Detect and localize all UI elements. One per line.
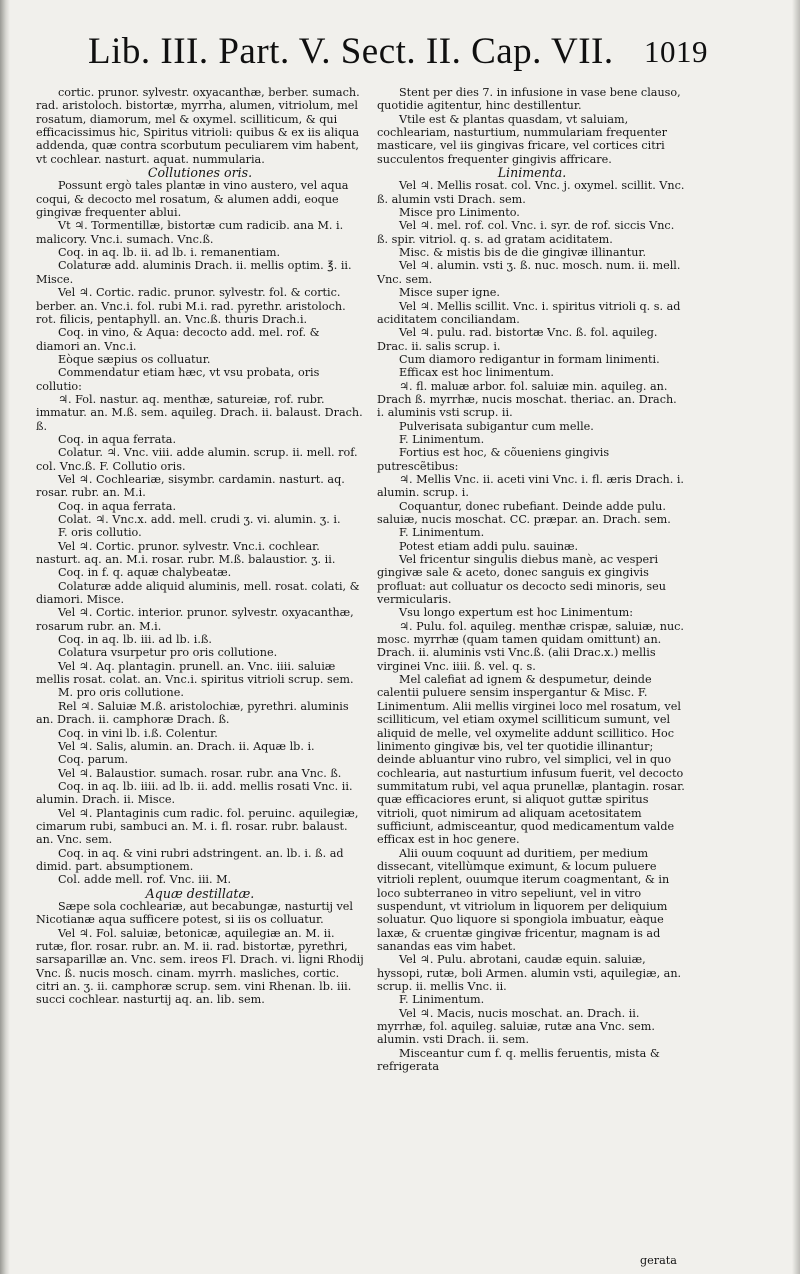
paragraph: Cum diamoro redigantur in formam linimenti. — [399, 352, 660, 366]
paragraph: Vel ♃. Mellis rosat. col. Vnc. j. oxymel. scillit. Vnc. ß. alumin vsti Drach. sem. — [377, 179, 685, 206]
paragraph: Vel ♃. Balaustior. sumach. rosar. rubr. ana Vnc. ß. — [58, 766, 342, 780]
paragraph: Vel ♃. alumin. vsti ʒ. ß. nuc. mosch. num. ii. mell. Vnc. sem. — [377, 259, 681, 286]
header-title: Lib. III. Part. V. Sect. II. Cap. VII. — [88, 31, 614, 72]
paragraph: Potest etiam addi pulu. sauinæ. — [399, 539, 579, 553]
paragraph: ♃. Fol. nastur. aq. menthæ, satureiæ, rof. rubr. immatur. an. M.ß. sem. aquileg. Drach. ii. balaust. Drach. ß. — [36, 392, 363, 433]
paragraph: ♃. fl. maluæ arbor. fol. saluiæ min. aquileg. an. Drach ß. myrrhæ, nucis moschat. theriac. an. Drach. i. aluminis vsti scrup. ii. — [377, 379, 677, 420]
paragraph: Vel ♃. Cortic. radic. prunor. sylvestr. fol. & cortic. berber. an. Vnc.i. fol. rubi M.i. rad. pyrethr. aristoloch. rot. filicis, pentaphyll. an. Vnc.ß. thuris Drach.i. — [36, 286, 346, 326]
paragraph: ♃. Pulu. fol. aquileg. menthæ crispæ, saluiæ, nuc. mosc. myrrhæ (quam tamen quidam omittunt) an. Drach. ii. aluminis vsti Vnc.ß. (alii Drac.x.) mellis virginei Vnc. iiii. ß. vel. q. s. — [377, 619, 684, 673]
section-heading: Aquæ destillatæ. — [145, 885, 255, 901]
paragraph: ♃. Mellis Vnc. ii. aceti vini Vnc. i. fl. æris Drach. i. alumin. scrup. i. — [377, 472, 684, 500]
paragraph: Colatur. ♃. Vnc. viii. adde alumin. scrup. ii. mell. rof. col. Vnc.ß. F. Collutio oris. — [36, 446, 358, 473]
page-edge — [792, 0, 800, 1274]
catchword: gerata — [640, 1254, 677, 1267]
paragraph: Stent per dies 7. in infusione in vase bene clauso, quotidie agitentur, hinc destillentur. — [377, 86, 681, 113]
paragraph: Vel fricentur singulis diebus manè, ac vesperi gingivæ sale & aceto, donec sanguis ex gingivis profluat: aut colluatur os decocto sedi minoris, seu vermicularis. — [377, 553, 666, 607]
page-number: 1019 — [644, 34, 708, 69]
paragraph: Colaturæ adde aliquid aluminis, mell. rosat. colati, & diamori. Misce. — [36, 579, 360, 607]
paragraph: Vel ♃. Pulu. abrotani, caudæ equin. saluiæ, hyssopi, rutæ, boli Armen. alumin vsti, aquilegiæ, an. scrup. ii. mellis Vnc. ii. — [377, 953, 682, 994]
right-column — [377, 86, 687, 1073]
paragraph: Coq. parum. — [58, 753, 129, 767]
page-binding-shadow — [0, 0, 10, 1274]
paragraph: F. Linimentum. — [399, 526, 485, 540]
paragraph: Eòque sæpius os colluatur. — [58, 352, 211, 366]
paragraph: Pulverisata subigantur cum melle. — [399, 419, 594, 433]
paragraph: Coq. in aq. lb. iii. ad lb. i.ß. — [58, 633, 212, 647]
paragraph: Vel ♃. Cochleariæ, sisymbr. cardamin. nasturt. aq. rosar. rubr. an. M.i. — [36, 472, 345, 500]
paragraph: Vt ♃. Tormentillæ, bistortæ cum radicib. ana M. i. malicory. Vnc.i. sumach. Vnc.ß. — [36, 219, 344, 246]
section-heading: Collutiones oris. — [147, 165, 253, 181]
paragraph: Coq. in f. q. aquæ chalybeatæ. — [58, 566, 232, 580]
paragraph: Vel ♃. Aq. plantagin. prunell. an. Vnc. iiii. saluiæ mellis rosat. colat. an. Vnc.i. spiritus vitrioli scrup. sem. — [36, 659, 354, 687]
paragraph: Vel ♃. Cortic. prunor. sylvestr. Vnc.i. cochlear. nasturt. aq. an. M.i. rosar. rubr. M.ß. balaustior. ʒ. ii. — [36, 539, 336, 567]
paragraph: Vsu longo expertum est hoc Linimentum: — [399, 606, 633, 620]
paragraph: Vel ♃. Plantaginis cum radic. fol. peruinc. aquilegiæ, cimarum rubi, sambuci an. M. i. fl. rosar. rubr. balaust. an. Vnc. sem. — [36, 806, 359, 847]
paragraph: Vel ♃. Macis, nucis moschat. an. Drach. ii. myrrhæ, fol. aquileg. saluiæ, rutæ ana Vnc. sem. alumin. vsti Drach. ii. sem. — [377, 1006, 655, 1047]
paragraph: Misce super igne. — [399, 286, 500, 300]
paragraph: Alii ouum coquunt ad duritiem, per medium dissecant, vitellùmque eximunt, & locum puluere vitrioli replent, ouumque iterum coagmentant, & in loco subterraneo in vitro sepeliunt, vel in vitro suspendunt, vt vitriolum in liquorem per deliquium soluatur. Quo liquore si spongiola imbuatur, eàque laxæ, & cruentæ gingivæ fricentur, magnam is ad sanandas eas vim habet. — [377, 846, 670, 953]
paragraph: Coq. in aq. & vini rubri adstringent. an. lb. i. ß. ad dimid. part. absumptionem. — [36, 846, 344, 873]
section-heading: Linimenta. — [497, 165, 567, 181]
paragraph: Fortius est hoc, & cõueniens gingivis putrescẽtibus: — [377, 446, 610, 473]
paragraph: Vel ♃. mel. rof. col. Vnc. i. syr. de rof. siccis Vnc. ß. spir. vitriol. q. s. ad gratam aciditatem. — [377, 219, 675, 246]
paragraph: Coq. in aqua ferrata. — [58, 499, 177, 513]
paragraph: Misce pro Linimento. — [399, 206, 520, 220]
paragraph: Colatura vsurpetur pro oris collutione. — [58, 646, 278, 660]
paragraph: Possunt ergò tales plantæ in vino austero, vel aqua coqui, & decocto mel rosatum, & alumen addi, eoque gingivæ frequenter ablui. — [36, 179, 349, 220]
paragraph: Mel calefiat ad ignem & despumetur, deinde calentii puluere sensim inspergantur & Misc. F. Linimentum. Alii mellis virginei loco mel rosatum, vel scilliticum, vel etiam oxymel scilliticum sumunt, vel aliquid de melle, vel oxymelite addunt scillitico. Hoc linimento gingivæ bis, vel ter quotidie illinantur; deinde abluantur vino rubro, vel simplici, vel in quo cochlearia, aut nasturtium infusum fuerit, vel decocto summitatum rubi, vel aqua prunellæ, plantagin. rosar. quæ efficaciores erunt, si aliquot guttæ spiritus vitrioli, quot nimirum ad aliquam acetositatem sufficiunt, admisceantur, quod medicamentum valde efficax est in hoc genere. — [377, 673, 685, 847]
paragraph: F. Linimentum. — [399, 432, 485, 446]
paragraph: F. Linimentum. — [399, 993, 485, 1007]
paragraph: Vel ♃. Mellis scillit. Vnc. i. spiritus vitrioli q. s. ad aciditatem conciliandam. — [377, 299, 681, 326]
paragraph: Coq. in vini lb. i.ß. Colentur. — [58, 726, 218, 740]
paragraph: Efficax est hoc linimentum. — [399, 366, 554, 380]
paragraph: Coq. in aqua ferrata. — [58, 432, 177, 446]
paragraph: Rel ♃. Saluiæ M.ß. aristolochiæ, pyrethri. aluminis an. Drach. ii. camphoræ Drach. ß. — [36, 699, 349, 727]
paragraph: cortic. prunor. sylvestr. oxyacanthæ, berber. sumach. rad. aristoloch. bistortæ, myrrha, alumen, vitriolum, mel rosatum, diamorum, mel & oxymel. scilliticum, & qui efficacissimus hic, Spiritus vitrioli: quibus & ex iis aliqua addenda, quæ contra scorbutum peculiarem vim habent, vt cochlear. nasturt. aquat. nummularia. — [36, 86, 360, 166]
paragraph: Colaturæ add. aluminis Drach. ii. mellis optim. ℥. ii. Misce. — [36, 259, 352, 286]
paragraph: Coq. in aq. lb. ii. ad lb. i. remanentiam. — [58, 246, 281, 260]
paragraph: F. oris collutio. — [58, 526, 142, 540]
paragraph: Misceantur cum f. q. mellis feruentis, mista & refrigerata — [377, 1046, 660, 1074]
paragraph: Vtile est & plantas quasdam, vt saluiam, cochleariam, nasturtium, nummulariam frequenter masticare, vel iis gingivas fricare, vel cortices citri succulentos frequenter gingivis affricare. — [377, 112, 667, 166]
paragraph: Vel ♃. pulu. rad. bistortæ Vnc. ß. fol. aquileg. Drac. ii. salis scrup. i. — [377, 326, 658, 353]
paragraph: Vel ♃. Fol. saluiæ, betonicæ, aquilegiæ an. M. ii. rutæ, flor. rosar. rubr. an. M. ii. rad. bistortæ, pyrethri, sarsaparillæ an. Vnc. sem. ireos Fl. Drach. vi. ligni Rhodij Vnc. ß. nucis mosch. cinam. myrrh. masliches, cortic. citri an. ʒ. ii. camphoræ scrup. sem. vini Rhenan. lb. iii. succi cochlear. nasturtij aq. an. lib. sem. — [36, 926, 364, 1007]
paragraph: Coquantur, donec rubefiant. Deinde adde pulu. saluiæ, nucis moschat. CC. præpar. an. Drach. sem. — [377, 499, 671, 526]
left-column — [36, 86, 364, 1007]
running-header — [88, 30, 708, 82]
paragraph: Coq. in aq. lb. iiii. ad lb. ii. add. mellis rosati Vnc. ii. alumin. Drach. ii. Misce. — [36, 779, 353, 807]
paragraph: Coq. in vino, & Aqua: decocto add. mel. rof. & diamori an. Vnc.i. — [36, 326, 320, 353]
paragraph: Colat. ♃. Vnc.x. add. mell. crudi ʒ. vi. alumin. ʒ. i. — [58, 513, 341, 526]
paragraph: Vel ♃. Salis, alumin. an. Drach. ii. Aquæ lb. i. — [58, 739, 315, 753]
paragraph: Misc. & mistis bis de die gingivæ illinantur. — [399, 246, 647, 260]
paragraph: Commendatur etiam hæc, vt vsu probata, oris collutio: — [36, 366, 320, 393]
paragraph: Col. adde mell. rof. Vnc. iii. M. — [58, 873, 232, 887]
paragraph: M. pro oris collutione. — [58, 686, 184, 700]
paragraph: Sæpe sola cochleariæ, aut becabungæ, nasturtij vel Nicotianæ aqua sufficere potest, si iis os colluatur. — [36, 899, 353, 927]
paragraph: Vel ♃. Cortic. interior. prunor. sylvestr. oxyacanthæ, rosarum rubr. an. M.i. — [36, 606, 354, 633]
